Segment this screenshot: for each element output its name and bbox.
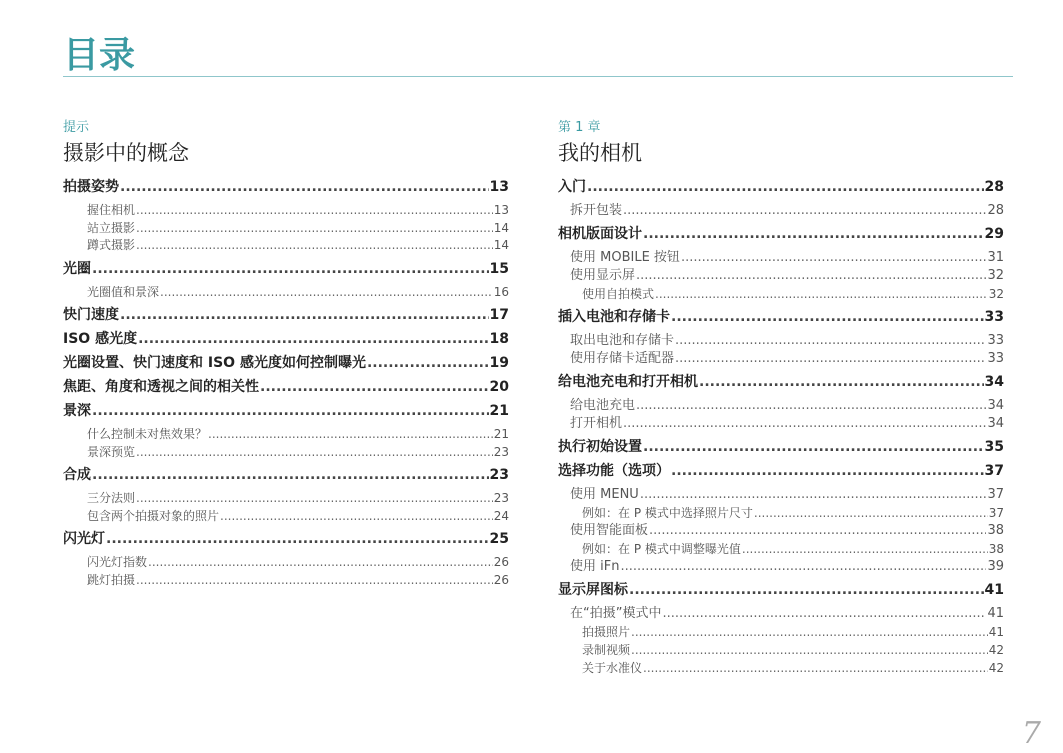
toc-entry[interactable]	[558, 415, 1004, 433]
toc-entry-title: 使用智能面板	[570, 523, 649, 538]
toc-entry-title: 握住相机	[87, 203, 136, 217]
dot-leader	[136, 444, 493, 462]
toc-entry[interactable]	[558, 178, 1004, 197]
toc-entry-title: 拍摄姿势	[63, 179, 119, 195]
dot-leader	[643, 659, 988, 677]
toc-entry[interactable]	[558, 504, 1004, 522]
toc-entry-title: 例如：在 P 模式中选择照片尺寸	[582, 506, 753, 520]
toc-entry-page: 39	[987, 559, 1004, 574]
toc-entry[interactable]	[558, 659, 1004, 677]
toc-entry[interactable]	[558, 308, 1004, 327]
dot-leader	[367, 354, 489, 373]
toc-entry-title: 使用显示屏	[570, 268, 636, 283]
dot-leader	[92, 260, 489, 279]
dot-leader	[92, 402, 489, 421]
toc-entry[interactable]	[558, 486, 1004, 504]
toc-entry[interactable]	[63, 260, 509, 279]
toc-entry-page: 14	[493, 238, 509, 252]
toc-entry[interactable]	[558, 249, 1004, 267]
toc-entry-title: 执行初始设置	[558, 439, 642, 455]
dot-leader	[136, 202, 493, 220]
toc-entry-page: 32	[988, 287, 1004, 301]
toc-list	[558, 178, 1004, 677]
toc-entry[interactable]	[558, 225, 1004, 244]
toc-entry[interactable]	[63, 554, 509, 572]
dot-leader	[92, 466, 489, 485]
toc-entry-title: 合成	[63, 467, 91, 483]
dot-leader	[640, 486, 987, 504]
toc-entry[interactable]	[63, 402, 509, 421]
page-number: 7	[1021, 716, 1041, 751]
dot-leader	[675, 332, 986, 350]
toc-entry[interactable]	[63, 508, 509, 526]
dot-leader	[742, 540, 988, 558]
dot-leader	[643, 438, 984, 457]
toc-entry-page: 34	[987, 416, 1004, 431]
toc-entry[interactable]	[63, 237, 509, 255]
toc-entry-page: 31	[987, 250, 1004, 265]
toc-entry-title: 例如：在 P 模式中调整曝光值	[582, 542, 741, 556]
toc-entry-page: 37	[984, 463, 1004, 479]
toc-list	[63, 178, 509, 589]
toc-entry-page: 21	[489, 403, 509, 419]
toc-entry[interactable]	[63, 284, 509, 302]
toc-entry[interactable]	[558, 397, 1004, 415]
toc-entry[interactable]	[558, 540, 1004, 558]
toc-entry-title: 插入电池和存储卡	[558, 309, 670, 325]
toc-entry-title: 光圈设置、快门速度和 ISO 感光度如何控制曝光	[63, 355, 366, 371]
toc-entry[interactable]	[558, 462, 1004, 481]
toc-entry-page: 42	[988, 661, 1004, 675]
toc-entry-title: 包含两个拍摄对象的照片	[87, 508, 220, 523]
toc-entry[interactable]	[558, 438, 1004, 457]
toc-entry-title: 跳灯拍摄	[87, 572, 136, 587]
toc-entry-page: 38	[987, 523, 1004, 538]
toc-entry-page: 37	[988, 506, 1004, 520]
dot-leader	[649, 522, 986, 540]
toc-entry-title: 相机版面设计	[558, 226, 642, 242]
toc-entry[interactable]	[63, 490, 509, 508]
page-title: 目录	[63, 35, 136, 76]
toc-entry-page: 24	[493, 508, 509, 523]
toc-entry[interactable]	[558, 267, 1004, 285]
dot-leader	[136, 237, 493, 255]
toc-entry-title: 快门速度	[63, 307, 119, 323]
toc-entry-title: 蹲式摄影	[87, 238, 136, 252]
toc-entry[interactable]	[558, 558, 1004, 576]
dot-leader	[681, 249, 987, 267]
toc-entry[interactable]	[558, 373, 1004, 392]
right-column	[558, 120, 1004, 677]
section-label: 提示	[63, 120, 90, 135]
toc-entry-title: 闪光灯指数	[87, 555, 148, 569]
title-divider	[63, 76, 1013, 77]
dot-leader	[754, 504, 988, 522]
dot-leader	[136, 572, 493, 590]
toc-entry-page: 28	[984, 179, 1004, 195]
toc-entry-page: 23	[493, 491, 509, 505]
dot-leader	[106, 530, 489, 549]
toc-entry-page: 41	[988, 625, 1004, 639]
toc-entry-page: 20	[489, 379, 509, 395]
toc-entry-page: 18	[489, 331, 509, 347]
toc-entry-page: 32	[987, 268, 1004, 283]
toc-entry-title: 景深	[63, 403, 91, 419]
toc-entry-page: 35	[984, 439, 1004, 455]
toc-entry-page: 15	[489, 260, 509, 277]
toc-entry-title: 给电池充电和打开相机	[558, 374, 698, 390]
toc-entry-title: 使用自拍模式	[582, 287, 655, 301]
dot-leader	[160, 284, 493, 302]
section-heading: 我的相机	[558, 141, 642, 165]
toc-entry-title: 入门	[558, 179, 586, 195]
toc-entry-title: 拆开包装	[570, 203, 623, 218]
toc-entry-page: 34	[984, 374, 1004, 390]
toc-entry[interactable]	[63, 426, 509, 444]
dot-leader	[120, 178, 489, 197]
toc-entry-title: 使用 MOBILE 按钮	[570, 250, 680, 265]
toc-entry-page: 26	[493, 555, 509, 569]
toc-entry-page: 23	[489, 467, 509, 483]
dot-leader	[148, 554, 493, 572]
toc-entry-title: 闪光灯	[63, 531, 105, 547]
toc-entry-title: 使用 iFn	[570, 559, 620, 574]
dot-leader	[623, 202, 986, 220]
toc-entry-title: 录制视频	[582, 643, 631, 657]
toc-entry-page: 42	[988, 643, 1004, 657]
toc-entry[interactable]	[558, 605, 1004, 623]
toc-entry-title: 使用 MENU	[570, 487, 639, 502]
dot-leader	[623, 415, 986, 433]
toc-entry[interactable]	[63, 444, 509, 462]
dot-leader	[671, 308, 984, 327]
toc-entry[interactable]	[558, 522, 1004, 540]
toc-entry[interactable]	[63, 202, 509, 220]
toc-entry-title: 景深预览	[87, 444, 136, 459]
dot-leader	[620, 558, 986, 576]
toc-entry-title: 拍摄照片	[582, 625, 631, 639]
toc-entry-title: 取出电池和存储卡	[570, 333, 675, 348]
toc-entry-page: 28	[987, 203, 1004, 218]
toc-entry-title: 给电池充电	[570, 398, 636, 413]
dot-leader	[636, 397, 986, 415]
toc-entry-title: 光圈	[63, 260, 91, 277]
toc-entry-page: 23	[493, 444, 509, 459]
toc-entry-page: 37	[987, 487, 1004, 502]
toc-entry-title: 在“拍摄”模式中	[570, 606, 662, 621]
toc-entry-title: 焦距、角度和透视之间的相关性	[63, 379, 259, 395]
toc-entry-page: 33	[984, 309, 1004, 325]
toc-entry-page: 41	[987, 606, 1004, 621]
toc-entry-page: 26	[493, 572, 509, 587]
dot-leader	[655, 285, 988, 303]
dot-leader	[208, 426, 493, 444]
toc-entry[interactable]	[558, 332, 1004, 350]
toc-entry[interactable]	[63, 466, 509, 485]
toc-entry-title: 什么控制未对焦效果？	[87, 427, 208, 441]
dot-leader	[643, 225, 984, 244]
dot-leader	[587, 178, 984, 197]
dot-leader	[260, 378, 489, 397]
toc-entry[interactable]	[63, 572, 509, 590]
dot-leader	[662, 605, 986, 623]
dot-leader	[136, 220, 493, 238]
toc-entry-page: 13	[493, 203, 509, 217]
toc-entry-page: 33	[987, 333, 1004, 348]
toc-entry-title: 关于水准仪	[582, 661, 643, 675]
toc-entry-page: 16	[493, 284, 509, 299]
toc-entry[interactable]	[63, 530, 509, 549]
toc-entry[interactable]	[63, 306, 509, 325]
dot-leader	[636, 267, 986, 285]
toc-entry-page: 14	[493, 220, 509, 235]
dot-leader	[136, 490, 493, 508]
toc-entry[interactable]	[63, 330, 509, 349]
dot-leader	[138, 330, 488, 349]
toc-entry-page: 41	[984, 582, 1004, 598]
toc-entry[interactable]	[558, 350, 1004, 368]
toc-entry[interactable]	[558, 202, 1004, 220]
dot-leader	[699, 373, 984, 392]
toc-entry-page: 21	[493, 427, 509, 441]
toc-entry[interactable]	[558, 581, 1004, 600]
toc-entry-title: 光圈值和景深	[87, 284, 160, 299]
dot-leader	[220, 508, 493, 526]
toc-entry[interactable]	[63, 178, 509, 197]
toc-entry-title: 站立摄影	[87, 220, 136, 235]
dot-leader	[631, 623, 988, 641]
dot-leader	[120, 306, 489, 325]
section-heading: 摄影中的概念	[63, 141, 189, 165]
toc-entry[interactable]	[63, 220, 509, 238]
left-column	[63, 120, 509, 589]
toc-entry-page: 38	[988, 542, 1004, 556]
dot-leader	[631, 641, 988, 659]
toc-entry-page: 25	[489, 531, 509, 547]
toc-entry-page: 17	[489, 307, 509, 323]
toc-entry-page: 19	[489, 355, 509, 371]
toc-entry-title: ISO 感光度	[63, 331, 138, 347]
toc-entry-title: 使用存储卡适配器	[570, 351, 675, 366]
toc-entry[interactable]	[558, 641, 1004, 659]
section-label: 第 1 章	[558, 120, 601, 135]
dot-leader	[629, 581, 984, 600]
toc-entry[interactable]	[63, 354, 509, 373]
toc-entry-page: 33	[987, 351, 1004, 366]
toc-entry-page: 13	[489, 179, 509, 195]
toc-entry[interactable]	[558, 285, 1004, 303]
toc-entry-title: 显示屏图标	[558, 582, 628, 598]
toc-entry-title: 打开相机	[570, 416, 623, 431]
toc-entry-title: 三分法则	[87, 491, 136, 505]
dot-leader	[671, 462, 984, 481]
toc-entry-page: 34	[987, 398, 1004, 413]
toc-entry-page: 29	[984, 226, 1004, 242]
toc-entry[interactable]	[63, 378, 509, 397]
toc-entry[interactable]	[558, 623, 1004, 641]
dot-leader	[675, 350, 986, 368]
toc-entry-title: 选择功能（选项）	[558, 463, 670, 479]
